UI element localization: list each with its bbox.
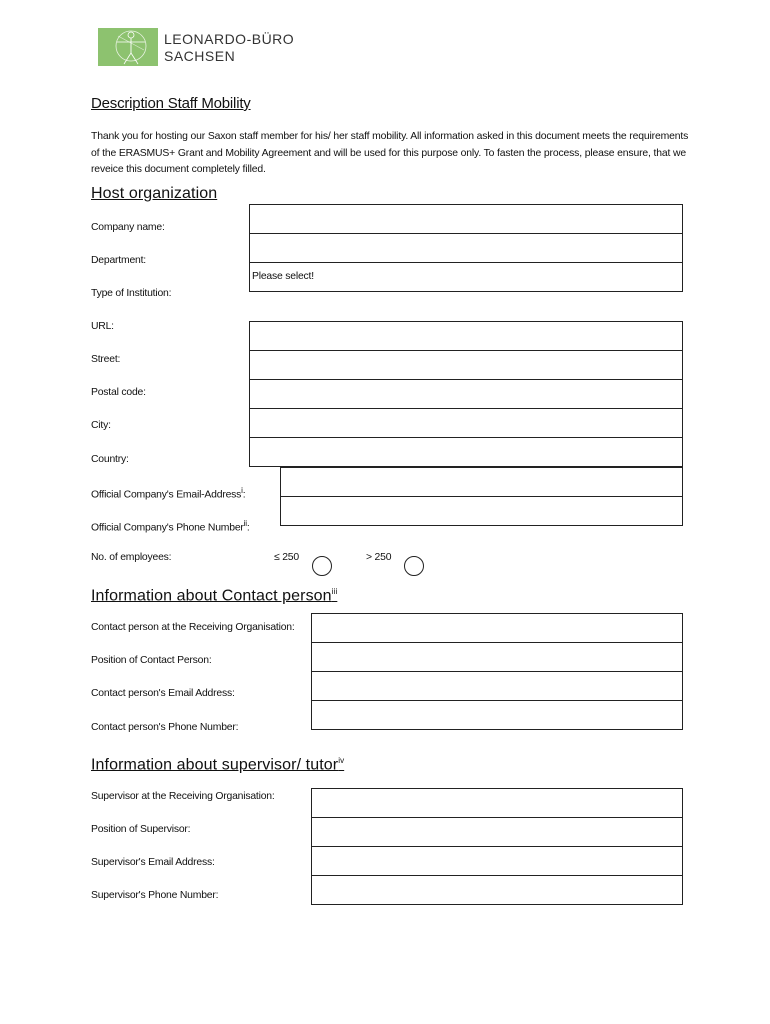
url-label: URL: (91, 321, 114, 332)
contact-email-label: Contact person's Email Address: (91, 688, 235, 699)
supervisor-heading (91, 756, 344, 774)
postal-code-field[interactable] (249, 379, 683, 409)
contact-person-field[interactable] (311, 613, 683, 643)
supervisor-email-field[interactable] (311, 846, 683, 876)
footnote-ref-i: i (241, 486, 243, 495)
supervisor-label: Supervisor at the Receiving Organisation: (91, 791, 275, 802)
supervisor-phone-label: Supervisor's Phone Number: (91, 890, 219, 901)
supervisor-position-label: Position of Supervisor: (91, 824, 191, 835)
department-label: Department: (91, 255, 146, 266)
supervisor-heading-text: Information about supervisor/ tutor (91, 756, 339, 774)
company-phone-label: Official Company's Phone Number$^{ii}$: (91, 519, 250, 534)
host-heading: Host organization (91, 185, 218, 202)
institution-type-value: Please select! (252, 271, 314, 282)
employees-option-large-label: > 250 (366, 552, 392, 563)
supervisor-field[interactable] (311, 788, 683, 818)
company-email-label: Official Company's Email-Address$^i$: (91, 486, 246, 501)
employees-large-radio[interactable] (404, 556, 424, 576)
city-field[interactable] (249, 408, 683, 438)
city-label: City: (91, 420, 111, 431)
contact-email-field[interactable] (311, 671, 683, 701)
employees-option-small-label: ≤ 250 (274, 552, 299, 563)
vitruvian-man-icon (98, 28, 158, 66)
country-label: Country: (91, 454, 129, 465)
company-phone-label-text: Official Company's Phone Number (91, 522, 244, 534)
supervisor-phone-field[interactable] (311, 875, 683, 905)
company-email-field[interactable] (280, 467, 683, 497)
supervisor-email-label: Supervisor's Email Address: (91, 857, 215, 868)
contact-heading-text: Information about Contact person (91, 587, 332, 605)
employees-label: No. of employees: (91, 552, 172, 563)
contact-person-label: Contact person at the Receiving Organisation: (91, 622, 295, 633)
company-name-field[interactable] (249, 204, 683, 234)
contact-phone-field[interactable] (311, 700, 683, 730)
contact-phone-label: Contact person's Phone Number: (91, 722, 239, 733)
logo-line-1: LEONARDO-BÜRO (164, 31, 295, 47)
postal-code-label: Postal code: (91, 387, 146, 398)
contact-position-field[interactable] (311, 642, 683, 672)
footnote-ref-iv: iv (338, 756, 345, 765)
page-title: Description Staff Mobility (91, 95, 251, 112)
company-name-label: Company name: (91, 222, 165, 233)
footnote-ref-ii: ii (243, 519, 247, 528)
department-field[interactable] (249, 233, 683, 263)
institution-type-label: Type of Institution: (91, 288, 172, 299)
logo-line-2: SACHSEN (164, 48, 236, 64)
company-email-label-text: Official Company's Email-Address (91, 489, 242, 501)
logo-figure (98, 28, 158, 66)
supervisor-position-field[interactable] (311, 817, 683, 847)
company-phone-field[interactable] (280, 496, 683, 526)
contact-heading (91, 587, 337, 605)
contact-position-label: Position of Contact Person: (91, 655, 212, 666)
institution-type-select[interactable] (249, 262, 683, 292)
logo-wordmark (164, 31, 294, 65)
employees-small-radio[interactable] (312, 556, 332, 576)
country-field[interactable] (249, 437, 683, 467)
footnote-ref-iii: iii (331, 587, 338, 596)
street-field[interactable] (249, 350, 683, 380)
intro-paragraph: Thank you for hosting our Saxon staff member for his/ her staff mobility. All information asked in this document meets the requirements of the ERASMUS+ Grant and Mobility Agreement and will be used for this purpose only. To fasten the process, please ensure, that we reveice this document completely filled. (91, 131, 689, 175)
street-label: Street: (91, 354, 121, 365)
url-field[interactable] (249, 321, 683, 351)
